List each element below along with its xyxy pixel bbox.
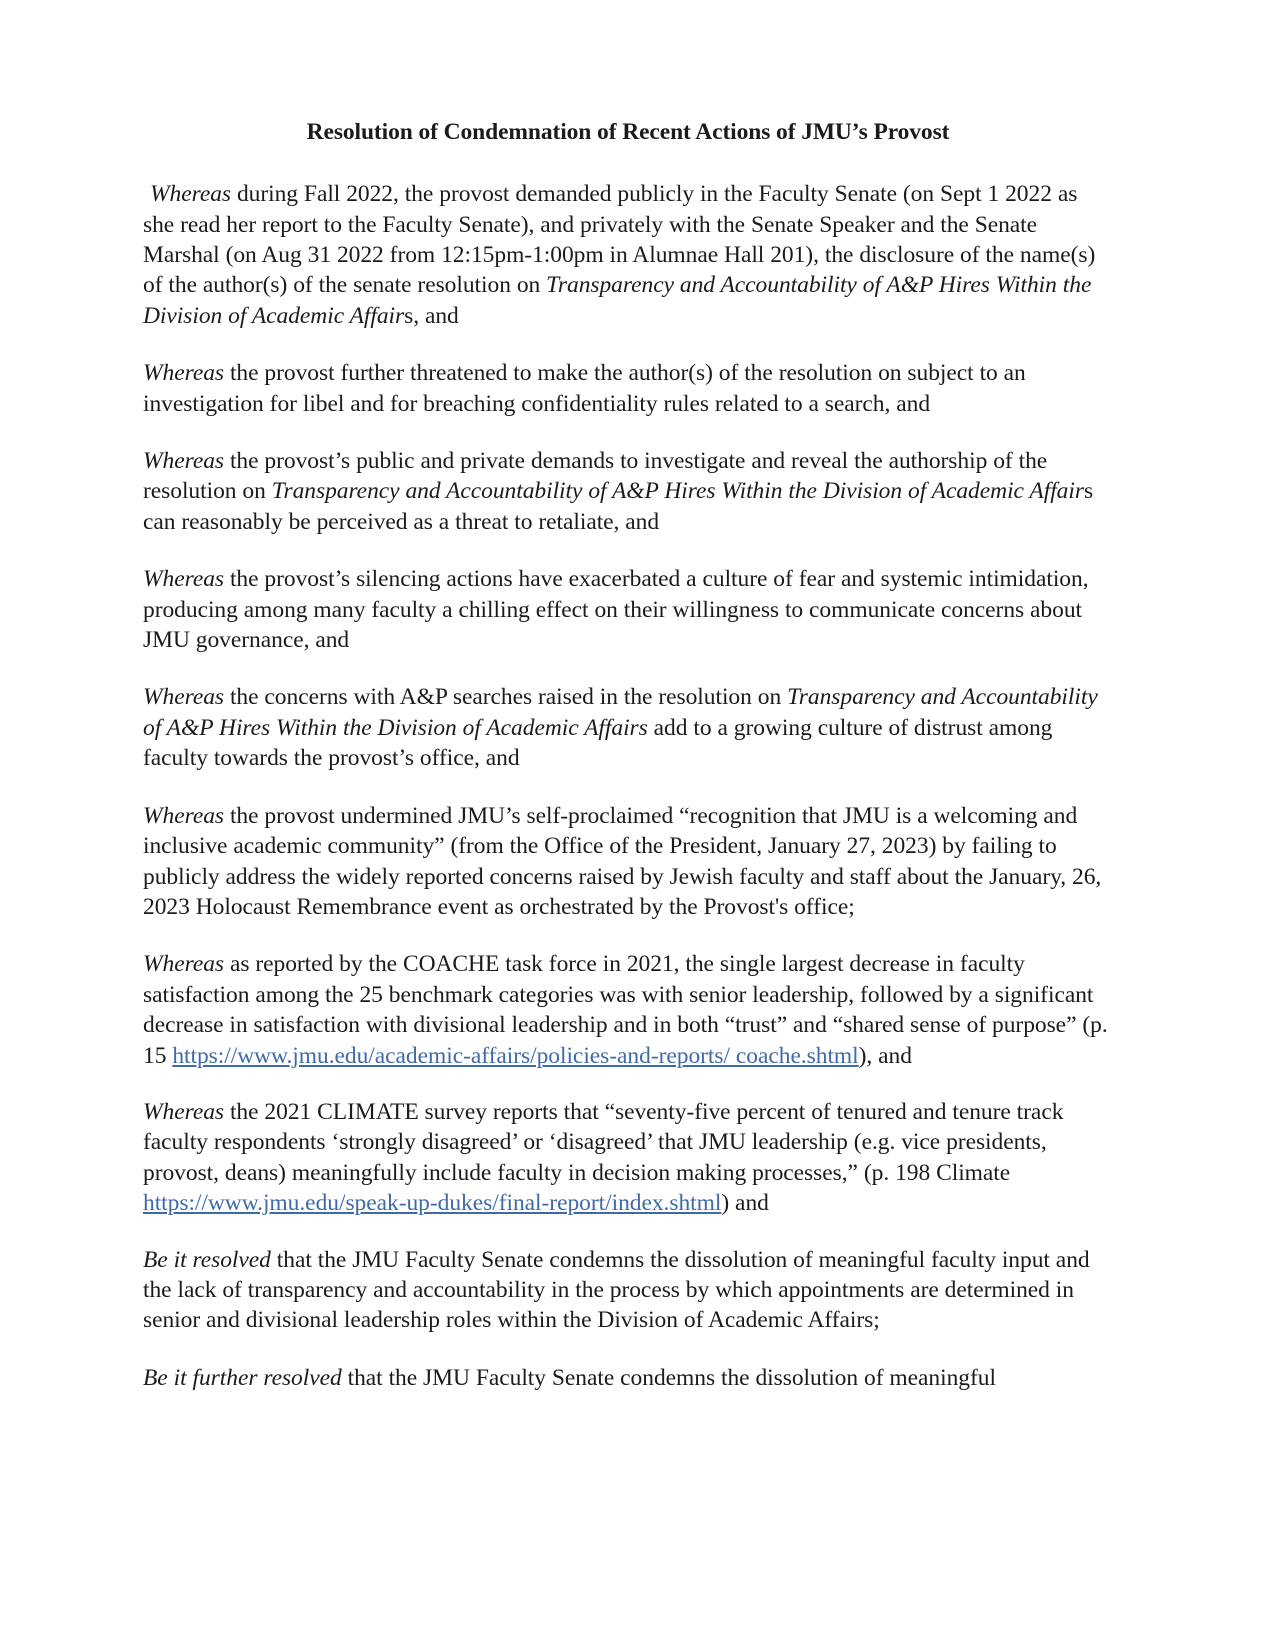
paragraph-lead-in: Whereas — [150, 181, 232, 208]
paragraph-whereas-coache-task-force — [143, 949, 1113, 1071]
paragraph-whereas-public-private-demands — [143, 446, 1113, 537]
paragraph-lead-in: Whereas — [143, 684, 225, 711]
coache-report-link[interactable]: https://www.jmu.edu/academic-affairs/policies-and-reports/ coache.shtml — [172, 1042, 859, 1069]
resolution-title-italic: Transparency and Accountability of A&P Hires Within the Division of Academic Affair — [143, 272, 1092, 329]
paragraph-lead-in: Whereas — [143, 448, 225, 475]
paragraph-lead-in: Whereas — [143, 1098, 225, 1125]
paragraph-lead-in: Be it further resolved — [143, 1364, 342, 1391]
paragraph-whereas-undermined-recognition — [143, 801, 1113, 923]
paragraph-text: that the JMU Faculty Senate condemns the dissolution of meaningful faculty input and the lack of transparency and accountability in the process by which appointments are determined in senior and divisional leadership roles within the Division of Academic Affairs; — [143, 1246, 1090, 1334]
paragraph-lead-in: Whereas — [143, 951, 225, 978]
paragraph-whereas-concerns-ap-searches — [143, 682, 1113, 773]
paragraph-text-tail: s, and — [404, 302, 459, 329]
paragraph-text-tail: s can reasonably be perceived as a threat to retaliate, and — [143, 478, 1094, 535]
paragraph-text: the provost undermined JMU’s self-proclaimed “recognition that JMU is a welcoming and inclusive academic community” (from the Office of the President, January 27, 2023) by failing to publicly address the widely reported concerns raised by Jewish faculty and staff about the January, 26, 2023 Holocaust Remembrance event as orchestrated by the Provost's office; — [143, 802, 1102, 920]
resolution-title-italic: Transparency and Accountability of A&P Hires Within the Division of Academic Affairs — [143, 684, 1098, 741]
paragraph-lead-in: Whereas — [143, 566, 225, 593]
paragraph-whereas-climate-survey — [143, 1097, 1113, 1219]
climate-report-link[interactable]: https://www.jmu.edu/speak-up-dukes/final-report/index.shtml — [143, 1190, 722, 1217]
page-title: Resolution of Condemnation of Recent Actions of JMU’s Provost — [306, 119, 950, 145]
paragraph-lead-in: Be it resolved — [143, 1246, 271, 1273]
paragraph-text: the provost’s public and private demands to investigate and reveal the authorship of the resolution on — [143, 448, 1048, 505]
paragraph-text-tail: add to a growing culture of distrust among faculty towards the provost’s office, and — [143, 714, 1053, 772]
paragraph-text: the provost further threatened to make the author(s) of the resolution on subject to an investigation for libel and for breaching confidentiality rules related to a search, and — [143, 360, 1026, 417]
paragraph-lead-in: Whereas — [143, 802, 225, 829]
paragraph-text: the concerns with A&P searches raised in the resolution on — [224, 684, 788, 711]
paragraph-lead-in: Whereas — [143, 360, 225, 387]
paragraph-whereas-threatened-libel — [143, 358, 1113, 419]
resolution-title-italic: Transparency and Accountability of A&P Hires Within the Division of Academic Affair — [271, 478, 1084, 505]
paragraph-be-it-further-resolved — [143, 1363, 1113, 1393]
paragraph-whereas-fall-2022-demand — [143, 179, 1113, 331]
paragraph-text: as reported by the COACHE task force in 2021, the single largest decrease in faculty satisfaction among the 25 benchmark categories was with senior leadership, followed by a significant decrease in satisfaction with divisional leadership and in both “trust” and “shared sense of purpose” (p. 15 — [143, 951, 1108, 1069]
paragraph-text-tail: ) and — [721, 1190, 769, 1217]
paragraph-text-tail: ), and — [858, 1042, 912, 1069]
paragraph-text: that the JMU Faculty Senate condemns the dissolution of meaningful — [341, 1364, 996, 1391]
paragraph-be-it-resolved — [143, 1245, 1113, 1336]
paragraph-text: the 2021 CLIMATE survey reports that “seventy-five percent of tenured and tenure track faculty respondents ‘strongly disagreed’ or ‘disagreed’ that JMU leadership (e.g. vice presidents, provost, deans) meaningfully include faculty in decision making processes,” (p. 198 Climate — [143, 1098, 1064, 1186]
paragraph-text: the provost’s silencing actions have exacerbated a culture of fear and systemic intimidation, producing among many faculty a chilling effect on their willingness to communicate concerns about JMU governance, and — [143, 566, 1089, 654]
paragraph-text: during Fall 2022, the provost demanded publicly in the Faculty Senate (on Sept 1 2022 as she read her report to the Faculty Senate), and privately with the Senate Speaker and the Senate Marshal (on Aug 31 2022 from 12:15pm-1:00pm in Alumnae Hall 201), the disclosure of the name(s) of the author(s) of the senate resolution on — [143, 181, 1096, 299]
paragraph-whereas-silencing-actions — [143, 564, 1113, 655]
